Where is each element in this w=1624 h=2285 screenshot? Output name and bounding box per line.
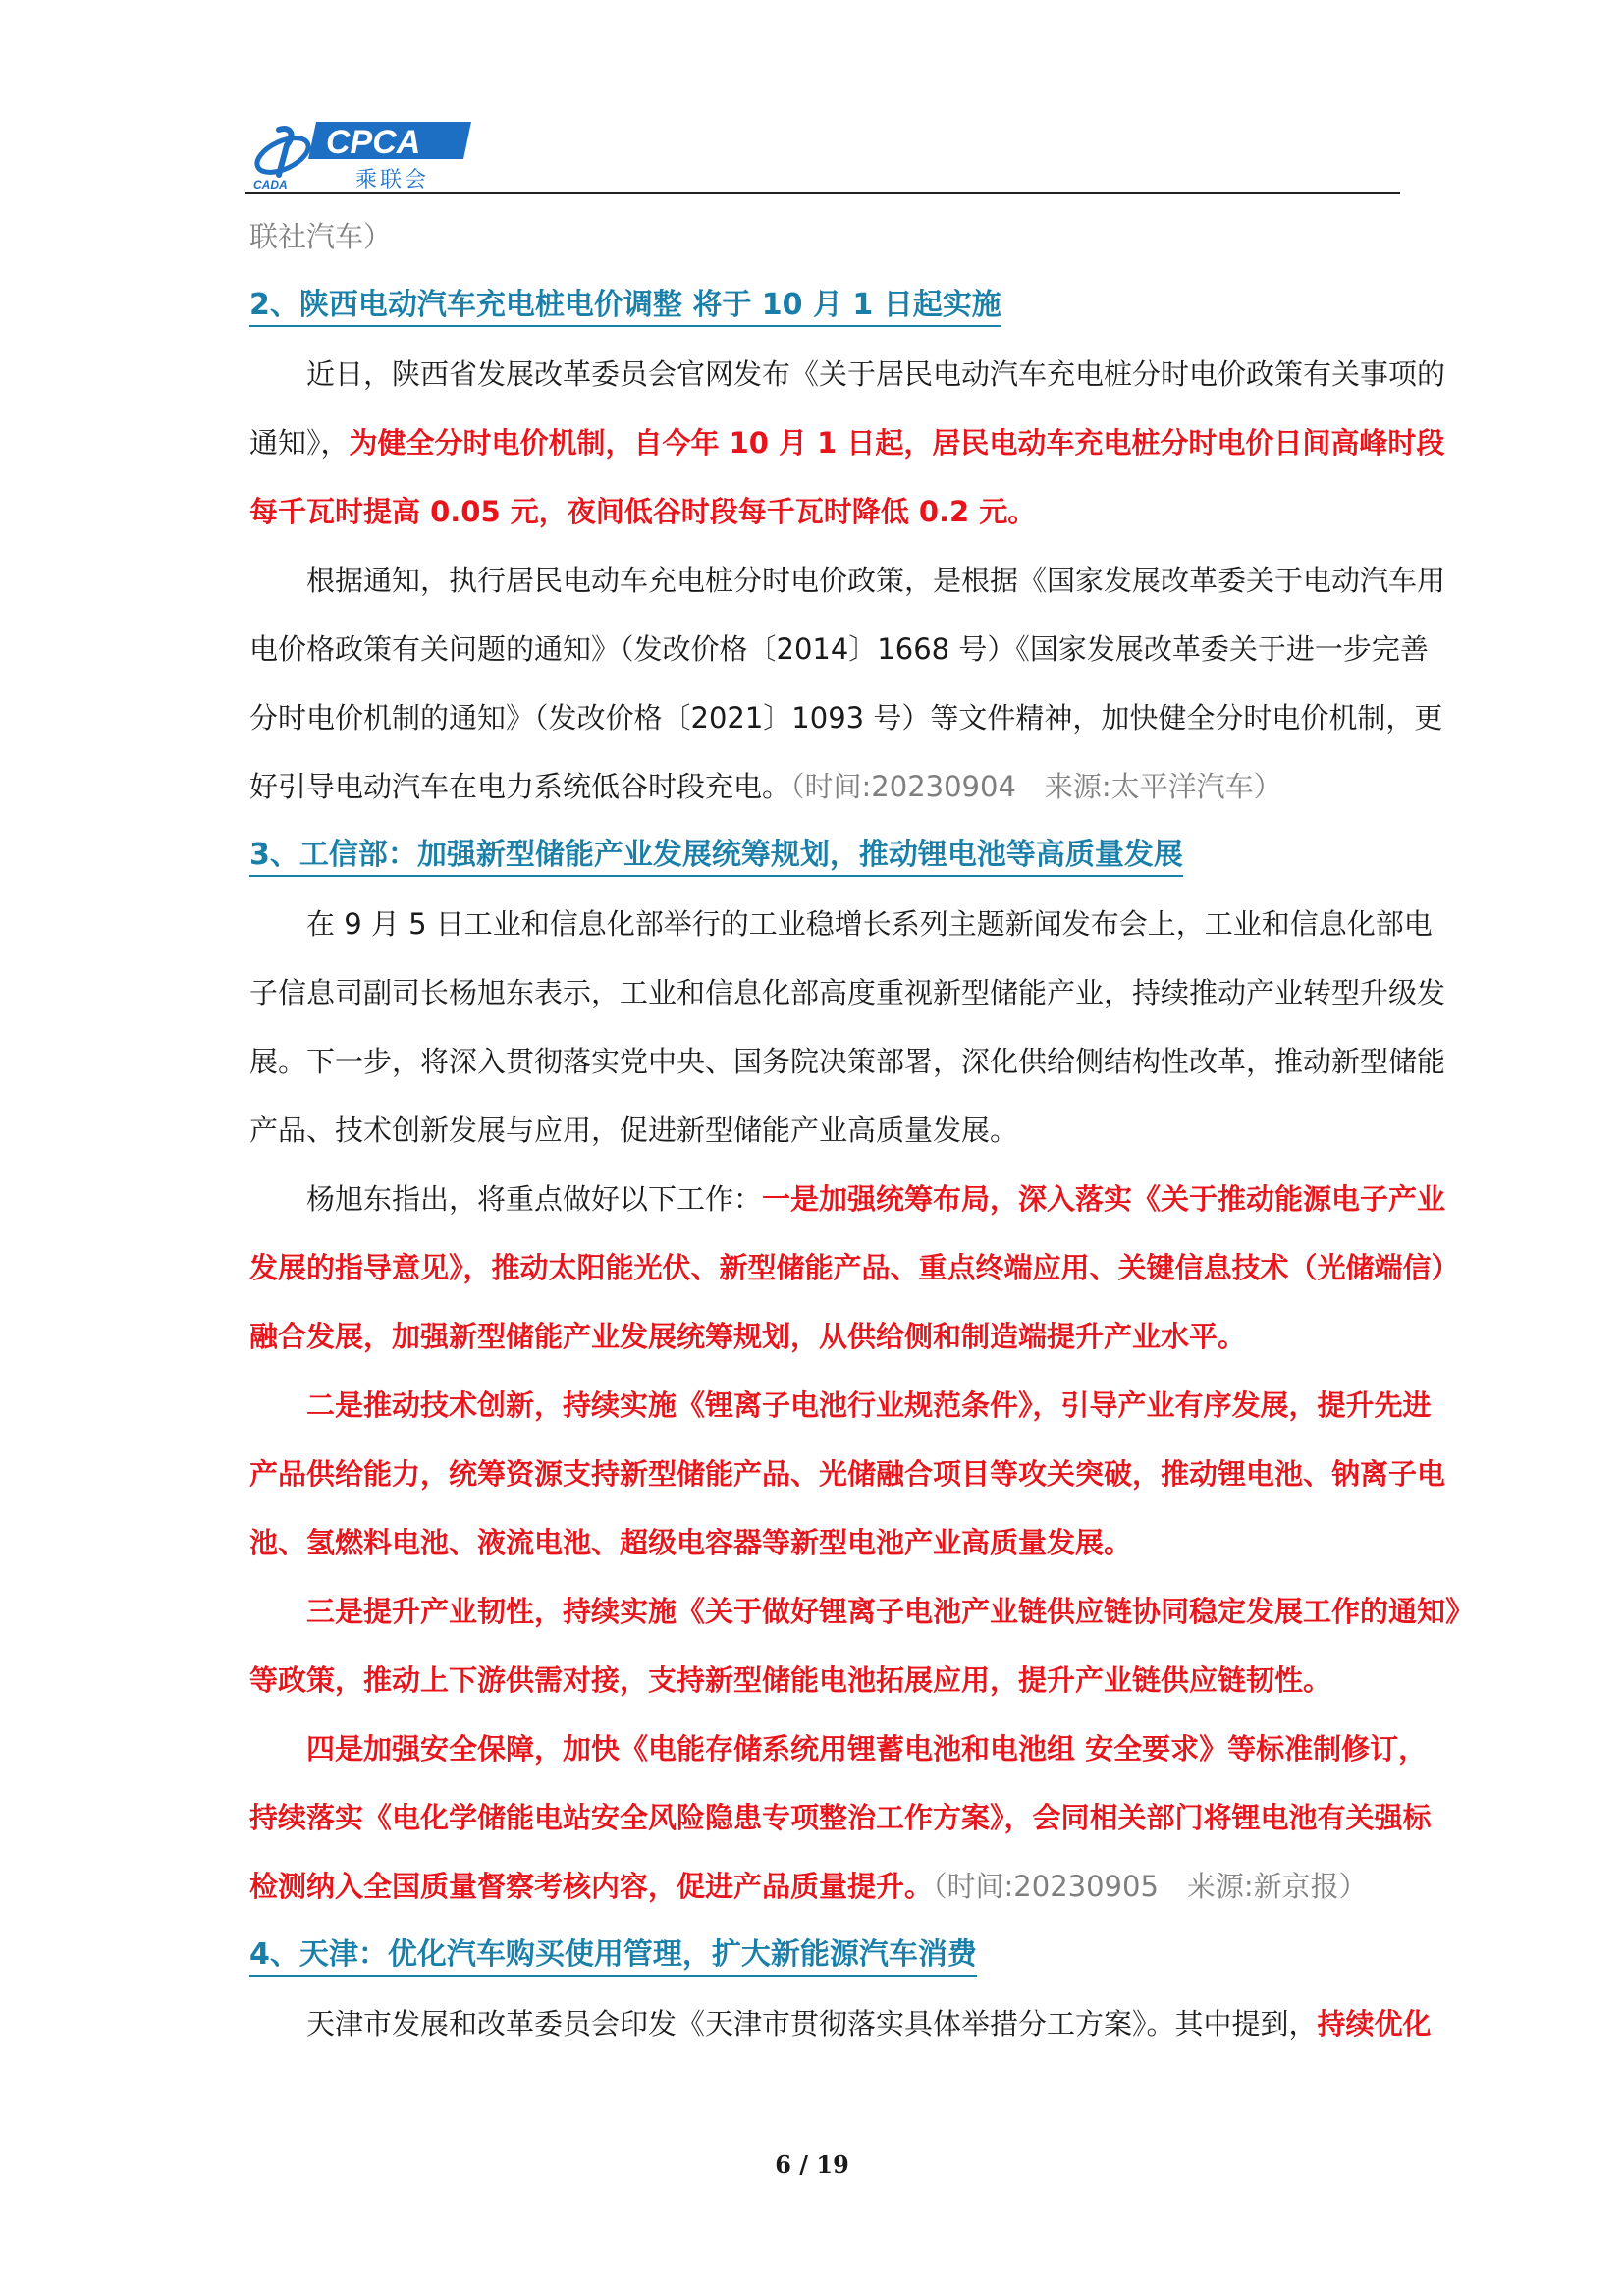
source-text: （时间:20230904 来源:太平洋汽车）: [790, 770, 1282, 803]
section-heading-text: 2、陕西电动汽车充电桩电价调整 将于 10 月 1 日起实施: [249, 288, 1001, 327]
highlight-text: 发展的指导意见》，推动太阳能光伏、新型储能产品、重点终端应用、关键信息技术（光储端信）: [249, 1251, 1460, 1284]
source-text: 联社汽车）: [249, 220, 393, 253]
highlight-text: 为健全分时电价机制，自今年 10 月 1 日起，居民电动车充电桩分时电价日间高峰时段: [349, 426, 1445, 460]
text-line: [249, 1302, 1396, 1371]
body-text: 子信息司副司长杨旭东表示，工业和信息化部高度重视新型储能产业，持续推动产业转型升级发: [249, 976, 1446, 1009]
logo-mark-text: CADA: [253, 178, 288, 191]
cpca-logo: [249, 116, 475, 192]
highlight-text: 三是提升产业韧性，持续实施《关于做好锂离子电池产业链供应链协同稳定发展工作的通知》: [306, 1595, 1475, 1628]
text-line: [249, 1027, 1446, 1096]
body-text: 近日，陕西省发展改革委员会官网发布《关于居民电动汽车充电桩分时电价政策有关事项的: [306, 357, 1446, 391]
section-heading: [249, 821, 1396, 890]
body-text: 杨旭东指出，将重点做好以下工作：: [306, 1182, 763, 1216]
highlight-text: 产品供给能力，统筹资源支持新型储能产品、光储融合项目等攻关突破，推动锂电池、钠离子电: [249, 1457, 1446, 1491]
body-text: 天津市发展和改革委员会印发《天津市贯彻落实具体举措分工方案》。其中提到，: [306, 2007, 1318, 2040]
cpca-logo-graphic: [249, 116, 475, 192]
highlight-text: 持续优化: [1317, 2007, 1432, 2040]
text-line: [249, 1783, 1432, 1852]
section-heading: [249, 1921, 1396, 1989]
text-line: [249, 546, 1446, 615]
text-line: [249, 1233, 1460, 1302]
source-text: （时间:20230905 来源:新京报）: [933, 1870, 1368, 1903]
text-line: [249, 408, 1445, 477]
text-line: [249, 1577, 1475, 1646]
body-text: 产品、技术创新发展与应用，促进新型储能产业高质量发展。: [249, 1114, 1019, 1147]
body-text: 在 9 月 5 日工业和信息化部举行的工业稳增长系列主题新闻发布会上，工业和信息化部电: [306, 907, 1433, 941]
highlight-text: 融合发展，加强新型储能产业发展统筹规划，从供给侧和制造端提升产业水平。: [249, 1320, 1247, 1353]
text-line: [249, 1989, 1432, 2058]
text-line: [249, 340, 1446, 408]
section-heading: [249, 271, 1396, 340]
document-body: [249, 202, 1475, 2058]
text-line: [249, 615, 1429, 683]
highlight-text: 等政策，推动上下游供需对接，支持新型储能电池拓展应用，提升产业链供应链韧性。: [249, 1663, 1332, 1697]
text-line: [249, 202, 1396, 271]
highlight-text: 二是推动技术创新，持续实施《锂离子电池行业规范条件》，引导产业有序发展，提升先进: [306, 1388, 1432, 1422]
body-text: 好引导电动汽车在电力系统低谷时段充电。: [249, 770, 791, 803]
text-line: [249, 752, 1396, 821]
logo-sub-text: 乘联会: [355, 168, 430, 192]
body-text: 根据通知，执行居民电动车充电桩分时电价政策，是根据《国家发展改革委关于电动汽车用: [306, 564, 1446, 597]
text-line: [249, 1714, 1428, 1783]
header-rule: [245, 192, 1400, 194]
highlight-text: 一是加强统筹布局，深入落实《关于推动能源电子产业: [762, 1182, 1446, 1216]
highlight-text: 持续落实《电化学储能电站安全风险隐患专项整治工作方案》，会同相关部门将锂电池有关强标: [249, 1801, 1432, 1834]
page-number: 6 / 19: [775, 2150, 849, 2179]
section-heading-text: 3、工信部：加强新型储能产业发展统筹规划，推动锂电池等高质量发展: [249, 838, 1183, 877]
section-heading-text: 4、天津：优化汽车购买使用管理，扩大新能源汽车消费: [249, 1937, 977, 1977]
body-text: 展。下一步，将深入贯彻落实党中央、国务院决策部署，深化供给侧结构性改革，推动新型储能: [249, 1045, 1446, 1078]
text-line: [249, 477, 1396, 546]
logo-cpca-text: CPCA: [326, 124, 421, 161]
text-line: [249, 683, 1443, 752]
text-line: [249, 1852, 1396, 1921]
body-text: 通知》，: [249, 426, 350, 460]
text-line: [249, 1096, 1396, 1165]
text-line: [249, 1508, 1396, 1577]
text-line: [249, 890, 1433, 958]
highlight-text: 检测纳入全国质量督察考核内容，促进产品质量提升。: [249, 1870, 934, 1903]
text-line: [249, 1165, 1446, 1233]
text-line: [249, 958, 1446, 1027]
body-text: 分时电价机制的通知》（发改价格〔2021〕1093 号）等文件精神，加快健全分时电价机制，更: [249, 701, 1443, 734]
highlight-text: 池、氢燃料电池、液流电池、超级电容器等新型电池产业高质量发展。: [249, 1526, 1133, 1559]
text-line: [249, 1646, 1396, 1714]
text-line: [249, 1371, 1432, 1440]
highlight-text: 四是加强安全保障，加快《电能存储系统用锂蓄电池和电池组 安全要求》等标准制修订，: [306, 1732, 1428, 1766]
text-line: [249, 1440, 1446, 1508]
highlight-text: 每千瓦时提高 0.05 元，夜间低谷时段每千瓦时降低 0.2 元。: [249, 495, 1037, 528]
body-text: 电价格政策有关问题的通知》（发改价格〔2014〕1668 号）《国家发展改革委关于进一步完善: [249, 632, 1429, 666]
